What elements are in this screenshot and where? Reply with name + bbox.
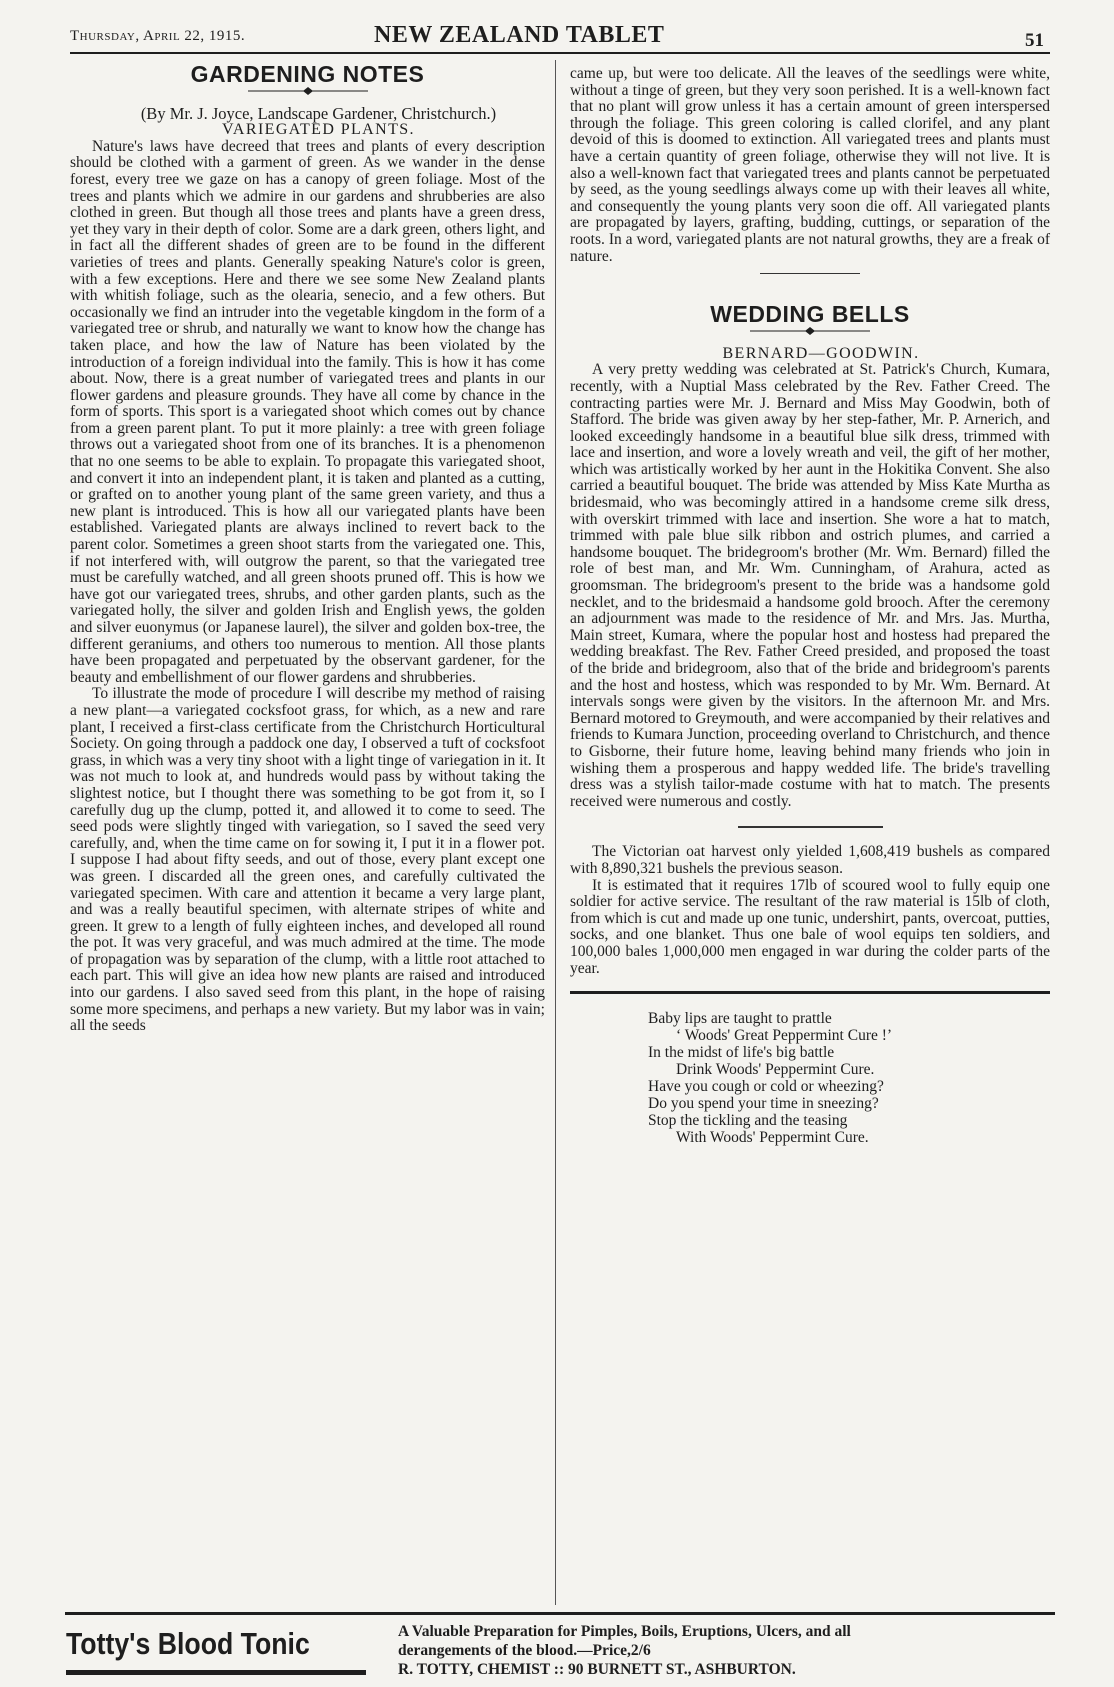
page-number: 51 (1025, 30, 1044, 51)
verse-line: Stop the tickling and the teasing (648, 1112, 848, 1130)
gardening-byline: (By Mr. J. Joyce, Landscape Gardener, Christchurch.) (140, 103, 497, 123)
advert-line: R. TOTTY, CHEMIST :: 90 BURNETT ST., ASHBURTON. (398, 1661, 796, 1678)
left-column (70, 61, 545, 1035)
verse-line: Do you spend your time in sneezing? (648, 1095, 879, 1113)
advert-line: derangements of the blood.—Price,2/6 (398, 1642, 651, 1659)
wedding-text: A very pretty wedding was celebrated at St. Patrick's Church, Kumara, recently, with a Nuptial Mass celebrated by the Rev. Father Creed. The contracting parties were Mr. J. Bernard and Miss May Goodwin, both of Stafford. The bride was given away by her step-father, Mr. P. Arnerich, and looked exceedingly handsome in a beautiful blue silk dress, trimmed with lace and insertion, and wore a lovely wreath and veil, the gift of her mother, which was artistically worked by her aunt in the Hokitika Convent. She also carried a beautiful bouquet. The bride was attended by Miss Kate Murtha as bridesmaid, who was becomingly attired in a handsome creme silk dress, with overskirt trimmed with lace and insertion. She wore a hat to match, trimmed with pale blue silk ribbon and ostrich plumes, and carried a handsome bouquet. The bridegroom's brother (Mr. Wm. Bernard) filled the role of best man, and Mr. Wm. Cunningham, of Arahura, acted as groomsman. The bridegroom's present to the bride was a handsome gold necklet, and to the bridesmaid a handsome gold brooch. After the ceremony an adjournment was made to the residence of Mr. and Mrs. Jas. Murtha, Main street, Kumara, where the popular host and hostess had prepared the wedding breakfast. The Rev. Father Creed presided, and proposed the toast of the bride and bridegroom, also that of the bride and bridegroom's parents and the host and hostess, which was responded to by Mr. Wm. Bernard. At intervals songs were given by the visitors. In the afternoon Mr. and Mrs. Bernard motored to Greymouth, and were accompanied by their relatives and friends to Kumara Junction, proceeding overland to Christchurch, and thence to Gisborne, their future home, leaving behind many friends who join in wishing them a prosperous and happy wedded life. The bride's travelling dress was a stylish tailor-made costume with hat to match. The presents received were numerous and costly. (570, 361, 1050, 810)
advert-top-rule (65, 1612, 1055, 1615)
verse-line: Have you cough or cold or wheezing? (648, 1078, 884, 1096)
publication-title: NEW ZEALAND TABLET (374, 22, 665, 48)
wool-note: It is estimated that it requires 17lb of scoured wool to fully equip one soldier for active service. The resultant of the raw material is 15lb of cloth, from which is cut and made up one tunic, undershirt, pants, overcoat, putties, socks, and one blanket. Thus one bale of wool equips ten soldiers, and 100,000 bales 1,000,000 men engaged in war during the colder parts of the year. (570, 876, 1050, 977)
gardening-paragraph: To illustrate the mode of procedure I will describe my method of raising a new plant—a variegated cocksfoot grass, for which, as a new and rare plant, I received a first-class certificate from the Christchurch Horticultural Society. On going through a paddock one day, I observed a tuft of cocksfoot grass, in which was a very tiny shoot with a light tinge of variegation in it. It was not much to look at, and hundreds would pass by without taking the slightest notice, but I thought there was something to be got from it, so I carefully dug up the clump, potted it, and allowed it to come to seed. The seed pods were slightly tinged with variegation, so I saved the seed very carefully, and, when the time came on for sowing it, I put it in a flower pot. I suppose I had about fifty seeds, and out of those, every plant except one was green. I discarded all the green ones, and carefully cultivated the variegated specimen. With care and attention it became a very large plant, and was a really beautiful specimen, with alternate stripes of white and green. It grew to a length of fully eighteen inches, and developed all round the pot. It was very graceful, and was much admired at the time. The mode of propagation was by separation of the clump, with a little root attached to each part. This will give an idea how new plants are raised and introduced into our gardens. I also saved seed from this plant, in the hope of raising some more specimens, and perhaps a new variety. But my labor was in vain; all the seeds (70, 685, 545, 1035)
verse-line: With Woods' Peppermint Cure. (676, 1129, 869, 1147)
verse-line: Baby lips are taught to prattle (648, 1010, 832, 1028)
oat-harvest-note: The Victorian oat harvest only yielded 1,608,419 bushels as compared with 8,890,321 bushels the previous season. (570, 843, 1050, 877)
gardening-continuation: came up, but were too delicate. All the leaves of the seedlings were white, without a tinge of green, but they very soon perished. It is a well-known fact that no plant will grow unless it has a certain amount of green interspersed through the foliage. This green coloring is called clorifel, and any plant devoid of this is doomed to extinction. All variegated trees and plants must have a certain quantity of green foliage, otherwise they will not live. It is also a well-known fact that variegated trees and plants cannot be perpetuated by seed, as the young seedlings always come up with their leaves all white, and consequently the young plants very soon die off. All variegated plants are propagated by layers, grafting, budding, cuttings, or separation of the roots. In a word, variegated plants are not natural growths, they are a freak of nature. (570, 65, 1050, 265)
advert-text (398, 1622, 1048, 1679)
page-header (70, 22, 1050, 54)
wedding-bells-title: WEDDING BELLS (710, 301, 910, 328)
peppermint-cure-verse (648, 1010, 1050, 1146)
advert-underline (66, 1670, 366, 1675)
issue-date: Thursday, April 22, 1915. (70, 28, 246, 44)
verse-line: ‘ Woods' Great Peppermint Cure !’ (676, 1027, 893, 1045)
gardening-paragraph: Nature's laws have decreed that trees and plants of every description should be clothed with a garment of green. As we wander in the dense forest, every tree we gaze on has a canopy of green foliage. Most of the trees and plants which we admire in our gardens and shrubberies are also clothed in green. But though all those trees and plants have a green dress, yet they vary in their depth of color. Some are a dark green, others light, and in fact all the different shades of green are to be found in the different varieties of trees and plants. Generally speaking Nature's color is green, with a few exceptions. Here and there we see some New Zealand plants with whitish foliage, such as the olearia, senecio, and a few others. But occasionally we find an intruder into the vegetable kingdom in the form of a variegated tree or shrub, and naturally we want to know how the change has taken place, and how the law of Nature has been violated by the introduction of a foreign individual into the family. This is how it has come about. Now, there is a great number of variegated trees and plants in our flower gardens and pleasure grounds. They have all come by chance in the form of sports. This sport is a variegated shoot which comes out by chance from a green parent plant. To put it more plainly: a tree with green foliage throws out a variegated shoot from one of its branches. It is a phenomenon that no one seems to be able to explain. To propagate this variegated shoot, and convert it into an independent plant, it is taken and planted as a cutting, or grafted on to another young plant of the same green variety, and thus a new plant is introduced. This is how all our variegated plants have been established. Variegated plants are always inclined to revert back to the parent color. Sometimes a green shoot starts from the variegated one. This, if not interfered with, will outgrow the parent, so that the variegated tree must be carefully watched, and all green shoots pruned off. This is how we have got our variegated trees, shrubs, and other garden plants, such as the variegated holly, the silver and golden Irish and English yews, the golden and silver euonymus (or Japanese laurel), the silver and golden box-tree, the different geraniums, and others too numerous to mention. All those plants have been propagated and perpetuated by the observant gardener, for the beauty and embellishment of our flower gardens and shrubberies. (70, 137, 545, 686)
right-column (570, 66, 1050, 1146)
gardening-notes-title: GARDENING NOTES (190, 61, 425, 87)
variegated-plants-subtitle: VARIEGATED PLANTS. (222, 121, 415, 139)
column-divider (555, 60, 556, 1605)
wedding-subtitle: BERNARD—GOODWIN. (722, 344, 920, 362)
advert-product-name: Totty's Blood Tonic (66, 1626, 310, 1661)
advert-line: A Valuable Preparation for Pimples, Boils, Eruptions, Ulcers, and all (398, 1623, 851, 1640)
title-ornament-rule (750, 326, 870, 336)
title-ornament-rule (248, 86, 368, 96)
verse-line: In the midst of life's big battle (648, 1044, 835, 1062)
verse-line: Drink Woods' Peppermint Cure. (676, 1061, 875, 1079)
